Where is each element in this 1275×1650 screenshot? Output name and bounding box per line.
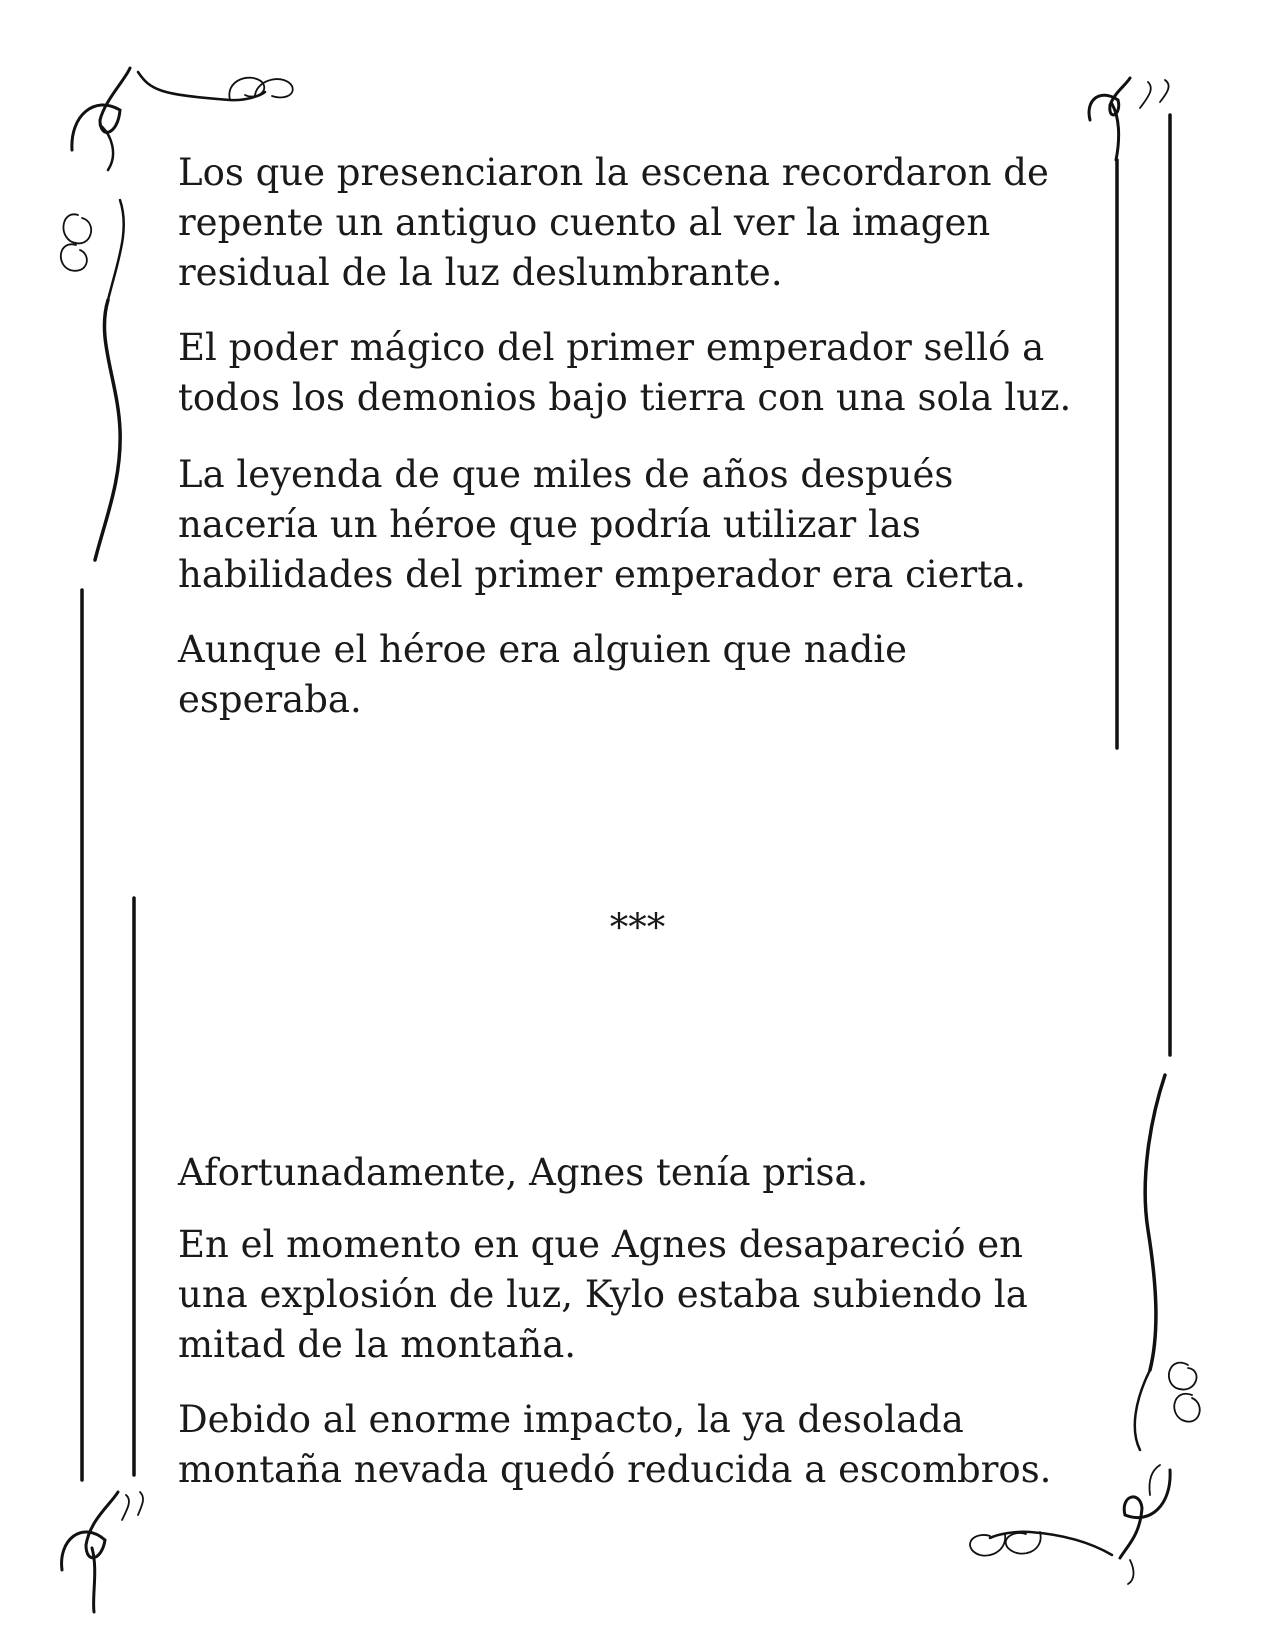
text-line: habilidades del primer emperador era cierta. (178, 553, 1026, 596)
paragraph (178, 1148, 868, 1198)
text-line: montaña nevada quedó reducida a escombros. (178, 1448, 1052, 1491)
text-line: residual de la luz deslumbrante. (178, 251, 783, 294)
paragraph (178, 323, 1071, 423)
text-line: La leyenda de que miles de años después (178, 453, 954, 496)
text-line: repente un antiguo cuento al ver la imagen (178, 201, 991, 244)
text-line: Debido al enorme impacto, la ya desolada (178, 1398, 964, 1441)
text-line: Aunque el héroe era alguien que nadie (178, 628, 907, 671)
text-line: esperaba. (178, 678, 362, 721)
paragraph (178, 148, 1049, 298)
scene-separator: *** (609, 906, 666, 949)
text-line: El poder mágico del primer emperador selló a (178, 326, 1045, 369)
text-line: una explosión de luz, Kylo estaba subiendo la (178, 1273, 1028, 1316)
paragraph (178, 1395, 1051, 1495)
text-line: nacería un héroe que podría utilizar las (178, 503, 921, 546)
paragraph (178, 450, 1026, 600)
paragraph (178, 625, 907, 725)
paragraph (178, 1220, 1028, 1370)
text-line: Los que presenciaron la escena recordaron de (178, 151, 1049, 194)
text-line: mitad de la montaña. (178, 1323, 577, 1366)
text-line: todos los demonios bajo tierra con una sola luz. (178, 376, 1072, 419)
text-line: En el momento en que Agnes desapareció en (178, 1223, 1023, 1266)
text-line: Afortunadamente, Agnes tenía prisa. (178, 1151, 869, 1194)
